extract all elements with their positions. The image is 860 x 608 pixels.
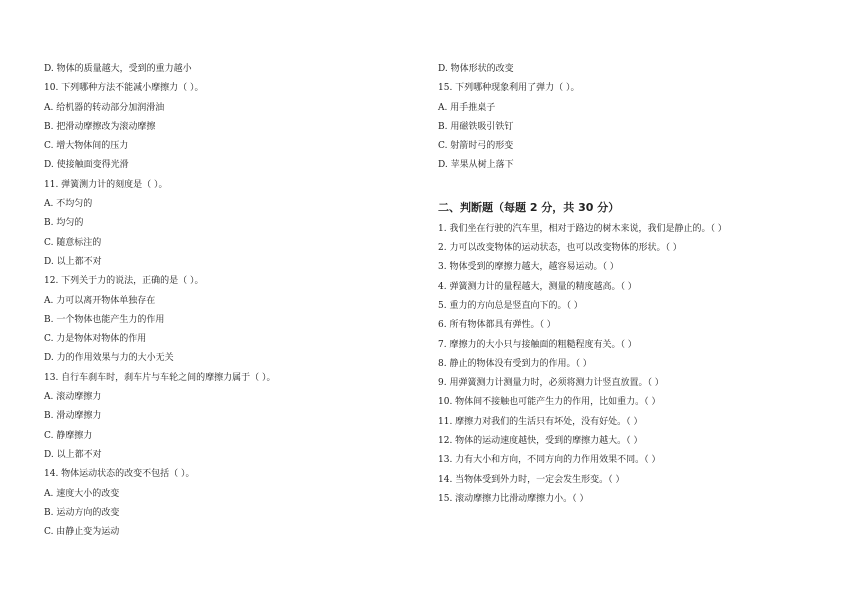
choice-line: A. 力可以离开物体单独存在 xyxy=(44,295,156,306)
choice-line: B. 运动方向的改变 xyxy=(44,507,120,518)
judgement-questions xyxy=(438,220,818,509)
judgement-line: 8. 静止的物体没有受到力的作用。（ ） xyxy=(438,358,592,369)
choice-line: D. 使接触面变得光滑 xyxy=(44,160,129,171)
choice-line: A. 用手推桌子 xyxy=(438,102,496,113)
choice-line: 10. 下列哪种方法不能减小摩擦力（ ）。 xyxy=(44,83,204,94)
judgement-line: 1. 我们坐在行驶的汽车里，相对于路边的树木来说，我们是静止的。（ ） xyxy=(438,223,727,234)
judgement-line: 14. 当物体受到外力时，一定会发生形变。（ ） xyxy=(438,474,625,485)
judgement-line: 6. 所有物体都具有弹性。（ ） xyxy=(438,320,556,331)
judgement-line: 3. 物体受到的摩擦力越大，越容易运动。（ ） xyxy=(438,262,619,273)
choice-line: B. 把滑动摩擦改为滚动摩擦 xyxy=(44,121,156,132)
judgement-line: 10. 物体间不接触也可能产生力的作用，比如重力。（ ） xyxy=(438,397,661,408)
choice-line: B. 滑动摩擦力 xyxy=(44,411,102,422)
choice-line: C. 增大物体间的压力 xyxy=(44,141,129,152)
choice-line: 11. 弹簧测力计的刻度是（ ）。 xyxy=(44,179,168,190)
choice-line: 13. 自行车刹车时，刹车片与车轮之间的摩擦力属于（ ）。 xyxy=(44,372,276,383)
choice-question-15 xyxy=(438,60,818,176)
choice-line: D. 物体的质量越大，受到的重力越小 xyxy=(44,64,192,74)
judgement-line: 2. 力可以改变物体的运动状态，也可以改变物体的形状。（ ） xyxy=(438,243,682,254)
right-column xyxy=(438,60,818,509)
judgement-line: 9. 用弹簧测力计测量力时，必须将测力计竖直放置。（ ） xyxy=(438,378,664,389)
choice-line: D. 苹果从树上落下 xyxy=(438,160,514,171)
section-title-judgement: 二、判断题（每题 2 分，共 30 分） xyxy=(438,200,620,214)
judgement-line: 12. 物体的运动速度越快，受到的摩擦力越大。（ ） xyxy=(438,436,643,447)
choice-line: D. 力的作用效果与力的大小无关 xyxy=(44,353,174,364)
judgement-line: 15. 滚动摩擦力比滑动摩擦力小。（ ） xyxy=(438,493,589,504)
choice-line: B. 一个物体也能产生力的作用 xyxy=(44,314,165,325)
choice-line: C. 力是物体对物体的作用 xyxy=(44,334,147,345)
choice-line: D. 以上都不对 xyxy=(44,256,102,267)
judgement-line: 4. 弹簧测力计的量程越大，测量的精度越高。（ ） xyxy=(438,281,637,292)
choice-line: 15. 下列哪种现象利用了弹力（ ）。 xyxy=(438,83,580,94)
choice-line: A. 滚动摩擦力 xyxy=(44,392,102,403)
choice-line: B. 均匀的 xyxy=(44,218,84,229)
choice-line: A. 给机器的转动部分加润滑油 xyxy=(44,102,165,113)
choice-line: A. 速度大小的改变 xyxy=(44,488,120,499)
choice-line: D. 物体形状的改变 xyxy=(438,64,514,74)
choice-line: A. 不均匀的 xyxy=(44,199,93,210)
judgement-line: 13. 力有大小和方向，不同方向的力作用效果不同。（ ） xyxy=(438,455,661,466)
choice-line: B. 用磁铁吸引铁钉 xyxy=(438,121,514,132)
left-column xyxy=(44,60,404,542)
judgement-line: 11. 摩擦力对我们的生活只有坏处，没有好处。（ ） xyxy=(438,416,643,427)
choice-line: C. 由静止变为运动 xyxy=(44,527,120,538)
judgement-line: 7. 摩擦力的大小只与接触面的粗糙程度有关。（ ） xyxy=(438,339,637,350)
choice-line: C. 射箭时弓的形变 xyxy=(438,141,514,152)
choice-line: C. 静摩擦力 xyxy=(44,430,93,441)
choice-line: 12. 下列关于力的说法，正确的是（ ）。 xyxy=(44,276,204,287)
judgement-line: 5. 重力的方向总是竖直向下的。（ ） xyxy=(438,300,583,311)
choice-line: D. 以上都不对 xyxy=(44,449,102,460)
choice-line: C. 随意标注的 xyxy=(44,237,102,248)
choice-line: 14. 物体运动状态的改变不包括（ ）。 xyxy=(44,469,195,480)
